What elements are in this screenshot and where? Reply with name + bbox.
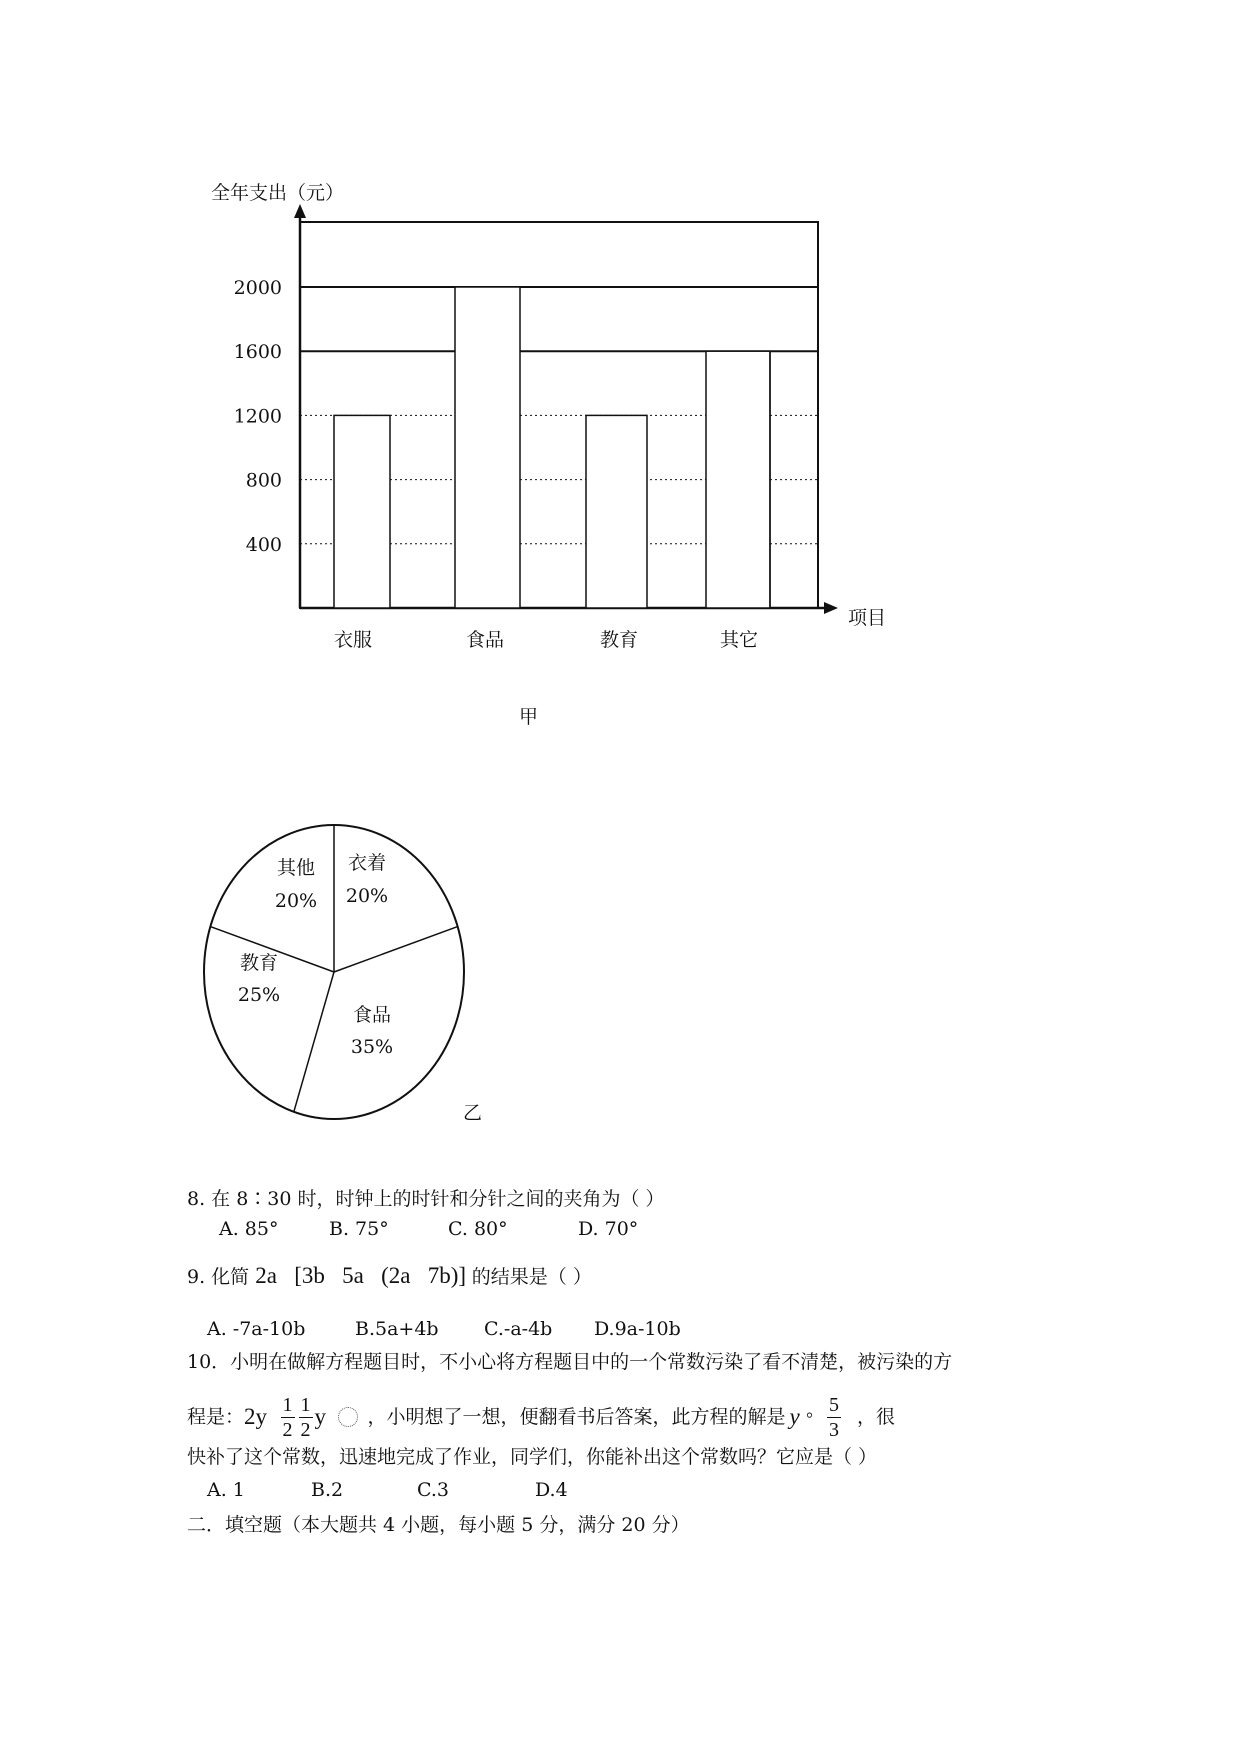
equals-icon: ⸰ bbox=[805, 1409, 814, 1424]
bar-chart-jia bbox=[0, 0, 1241, 700]
question-9-suffix: 的结果是（ ） bbox=[471, 1266, 592, 1288]
eq-fraction: $\frac{1}{2}$ bbox=[282, 1393, 293, 1441]
bar-chart-ylabel: 全年支出（元） bbox=[211, 182, 345, 204]
bar-chart-xlabel: 项目 bbox=[848, 607, 887, 629]
question-10-option-d: D.4 bbox=[535, 1479, 568, 1501]
expr-term: [3b bbox=[294, 1263, 325, 1288]
pie-slice-percent: 20% bbox=[345, 885, 389, 907]
pie-slice-percent: 25% bbox=[237, 984, 281, 1006]
bar-其它 bbox=[706, 351, 770, 608]
question-10-option-b: B.2 bbox=[311, 1479, 344, 1501]
question-9-option-b: B.5a+4b bbox=[355, 1318, 439, 1340]
expr-term: 2a bbox=[255, 1263, 277, 1288]
question-10-line-3: 快补了这个常数，迅速地完成了作业，同学们，你能补出这个常数吗？它应是（ ） bbox=[187, 1446, 878, 1468]
pie-slice-percent: 20% bbox=[274, 890, 318, 912]
solution-var: y bbox=[789, 1404, 800, 1429]
question-8-text: 8. 在 8∶30 时，时钟上的时针和分针之间的夹角为（ ） bbox=[187, 1188, 665, 1210]
question-9 bbox=[187, 1264, 592, 1289]
y-tick-label: 2000 bbox=[233, 277, 282, 299]
question-9-option-d: D.9a-10b bbox=[594, 1318, 681, 1340]
category-label: 衣服 bbox=[333, 629, 373, 651]
question-10-line2-suffix: ，很 bbox=[857, 1406, 896, 1428]
pie-slice-label: 食品 bbox=[352, 1004, 392, 1026]
y-tick-label: 1600 bbox=[233, 341, 282, 364]
eq-fraction: $\frac{1}{2}$ bbox=[300, 1393, 311, 1441]
question-8-option-b: B. 75° bbox=[329, 1218, 389, 1240]
expr-term: 7b)] bbox=[427, 1263, 467, 1288]
pie-chart-yi bbox=[0, 790, 520, 1130]
eq-term: y bbox=[314, 1404, 327, 1429]
question-10-line-2 bbox=[187, 1385, 895, 1449]
bar-食品 bbox=[455, 287, 520, 608]
question-10-option-a: A. 1 bbox=[207, 1479, 245, 1501]
category-label: 食品 bbox=[465, 629, 505, 651]
solution-fraction: $\frac{5}{3}$ bbox=[829, 1393, 840, 1441]
category-label: 教育 bbox=[599, 629, 639, 651]
bar-衣服 bbox=[334, 415, 390, 608]
pie-slice-percent: 35% bbox=[350, 1036, 394, 1058]
pie-slice-label: 衣着 bbox=[347, 852, 387, 874]
question-10-line2-prefix: 程是： bbox=[187, 1406, 245, 1428]
question-9-prefix: 9. 化简 bbox=[187, 1266, 250, 1288]
question-9-option-a: A. -7a-10b bbox=[207, 1318, 306, 1340]
y-axis-arrow-icon bbox=[294, 204, 306, 218]
question-8-option-c: C. 80° bbox=[448, 1218, 508, 1240]
question-9-option-c: C.-a-4b bbox=[484, 1318, 553, 1340]
pie-slice-label: 其他 bbox=[276, 857, 316, 879]
y-tick-label: 800 bbox=[245, 469, 282, 492]
pie-slice-label: 教育 bbox=[239, 952, 279, 974]
chart-caption-yi: 乙 bbox=[463, 1102, 483, 1124]
y-tick-label: 400 bbox=[245, 533, 282, 556]
question-9-expression bbox=[255, 1263, 472, 1288]
x-axis-arrow-icon bbox=[824, 602, 838, 614]
question-10-equation bbox=[244, 1393, 358, 1442]
question-10-option-c: C.3 bbox=[417, 1479, 449, 1501]
eq-term: 2y bbox=[244, 1404, 268, 1429]
question-10-line2-mid: ，小明想了一想，便翻看书后答案，此方程的解是 bbox=[367, 1406, 786, 1428]
category-label: 其它 bbox=[719, 629, 759, 651]
expr-term: (2a bbox=[381, 1263, 411, 1288]
section-2-title: 二．填空题（本大题共 4 小题，每小题 5 分，满分 20 分） bbox=[187, 1514, 690, 1536]
smudge-icon bbox=[338, 1407, 358, 1427]
y-tick-label: 1200 bbox=[233, 405, 282, 428]
pie-slice-divider bbox=[334, 927, 458, 972]
bar-教育 bbox=[586, 415, 647, 608]
question-8-option-a: A. 85° bbox=[219, 1218, 279, 1240]
expr-term: 5a bbox=[342, 1263, 364, 1288]
question-10-line-1: 10．小明在做解方程题目时，不小心将方程题目中的一个常数污染了看不清楚，被污染的方 bbox=[187, 1351, 953, 1373]
chart-caption-jia: 甲 bbox=[519, 706, 539, 728]
pie-slice-divider bbox=[294, 972, 334, 1112]
question-10-solution bbox=[790, 1393, 843, 1442]
question-8-option-d: D. 70° bbox=[578, 1218, 639, 1240]
